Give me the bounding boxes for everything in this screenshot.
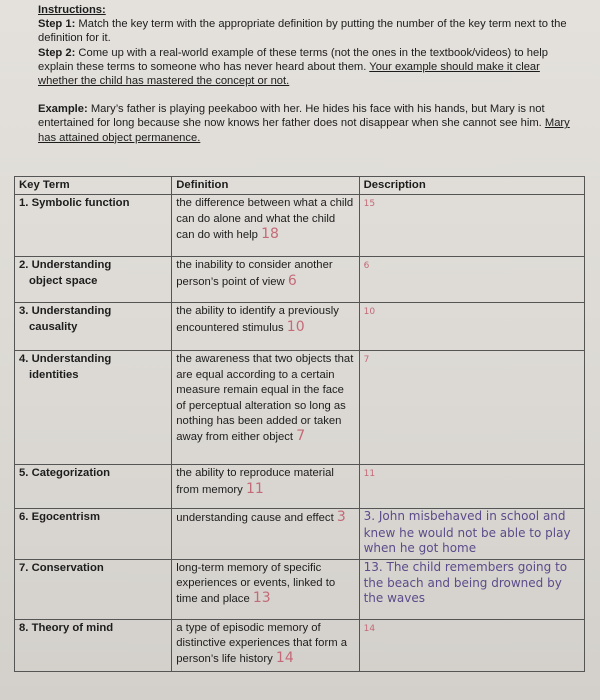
description-handwritten-number: 14	[363, 623, 376, 634]
term-number: 5.	[19, 467, 29, 480]
description-cell[interactable]	[359, 465, 584, 509]
definition-cell	[172, 351, 359, 465]
description-handwritten-text: 3. John misbehaved in school and knew he would not be able to play when he got home	[363, 509, 571, 556]
definition-cell	[172, 465, 359, 509]
definition-handwritten-number: 14	[275, 650, 294, 667]
header-key-term: Key Term	[15, 177, 172, 195]
header-definition: Definition	[172, 177, 359, 195]
term-name: Egocentrism	[31, 511, 100, 524]
step2-paragraph	[38, 46, 578, 89]
definition-handwritten-number: 13	[252, 590, 271, 607]
definition-handwritten-number: 11	[245, 480, 264, 497]
term-number: 1.	[19, 197, 29, 210]
term-name: Understanding	[31, 259, 112, 272]
term-number: 4.	[19, 353, 29, 366]
definition-text: the inability to consider another person’s point of view	[176, 259, 333, 288]
term-name: Conservation	[31, 561, 104, 574]
definition-cell	[172, 195, 359, 257]
instructions-block	[38, 3, 578, 145]
step2-underline: Your example should make it clear whether the child has mastered the concept or not.	[38, 60, 540, 88]
definition-cell	[172, 303, 359, 351]
description-cell[interactable]	[359, 559, 584, 619]
instructions-heading: Instructions:	[38, 4, 106, 16]
term-number: 8.	[19, 621, 29, 634]
example-label: Example:	[38, 103, 88, 116]
description-cell[interactable]	[359, 195, 584, 257]
key-term-cell	[15, 195, 172, 257]
table-row	[15, 257, 585, 303]
term-number: 3.	[19, 305, 29, 318]
description-handwritten-number: 11	[363, 469, 376, 480]
definition-text: the ability to identify a previously encountered stimulus	[176, 305, 339, 334]
key-term-cell	[15, 619, 172, 671]
term-number: 2.	[19, 259, 29, 272]
table-row	[15, 559, 585, 619]
example-paragraph	[38, 102, 578, 145]
term-name-line2: object space	[29, 274, 98, 287]
description-handwritten-text: 13. The child remembers going to the beach and being drowned by the waves	[363, 559, 568, 606]
definition-cell	[172, 619, 359, 671]
table-row	[15, 303, 585, 351]
term-name: Understanding	[31, 305, 112, 318]
description-cell[interactable]	[359, 351, 584, 465]
key-term-cell	[15, 465, 172, 509]
header-description: Description	[359, 177, 584, 195]
table-row	[15, 195, 585, 257]
term-name: Symbolic function	[31, 197, 130, 210]
definition-text: a type of episodic memory of distinctive experiences that form a person’s life history	[176, 621, 348, 666]
table-header-row	[15, 177, 585, 195]
table-row	[15, 465, 585, 509]
definition-cell	[172, 559, 359, 619]
description-cell[interactable]	[359, 509, 584, 559]
description-handwritten-number: 10	[363, 307, 376, 318]
step2-text: Come up with a real-world example of these terms (not the ones in the textbook/videos) to help explain these terms to someone who has never heard about them.	[38, 46, 548, 73]
description-cell[interactable]	[359, 303, 584, 351]
key-term-cell	[15, 559, 172, 619]
term-name-line2: identities	[29, 368, 79, 381]
terms-table	[14, 176, 585, 672]
description-cell[interactable]	[359, 257, 584, 303]
definition-cell	[172, 257, 359, 303]
definition-text: the difference between what a child can do alone and what the child can do with help	[176, 197, 354, 242]
description-handwritten-number: 6	[363, 261, 370, 272]
step1-text: Match the key term with the appropriate definition by putting the number of the key term next to the definition for it.	[38, 18, 567, 45]
example-text: Mary’s father is playing peekaboo with her. He hides his face with his hands, but Mary is not entertained for long because she now knows her father does not disappear when she cannot see him.	[38, 103, 545, 130]
table-row	[15, 351, 585, 465]
key-term-cell	[15, 509, 172, 559]
term-name: Theory of mind	[31, 621, 114, 634]
key-term-cell	[15, 351, 172, 465]
definition-handwritten-number: 3	[336, 509, 346, 526]
definition-handwritten-number: 18	[261, 226, 279, 243]
example-underline: Mary has attained object permanence.	[38, 117, 570, 144]
term-name: Understanding	[31, 353, 112, 366]
term-number: 7.	[19, 561, 29, 574]
definition-handwritten-number: 6	[287, 272, 297, 289]
key-term-cell	[15, 303, 172, 351]
step1-label: Step 1:	[38, 18, 76, 31]
description-handwritten-number: 15	[363, 199, 376, 210]
description-cell[interactable]	[359, 619, 584, 671]
key-term-cell	[15, 257, 172, 303]
definition-handwritten-number: 7	[296, 428, 306, 445]
definition-text: long-term memory of specific experiences or events, linked to time and place	[176, 561, 336, 606]
definition-text: the awareness that two objects that are equal according to a certain measure remain equal in the face of perceptual alteration so long as nothing has been added or taken away from either object	[176, 353, 354, 444]
term-name-line2: causality	[29, 320, 78, 333]
term-number: 6.	[19, 511, 29, 524]
definition-text: understanding cause and effect	[176, 512, 334, 525]
table-row	[15, 619, 585, 671]
definition-cell	[172, 509, 359, 559]
step1-paragraph	[38, 17, 578, 45]
step2-label: Step 2:	[38, 46, 76, 59]
definition-text: the ability to reproduce material from memory	[176, 467, 334, 496]
definition-handwritten-number: 10	[286, 318, 305, 335]
table-row	[15, 509, 585, 559]
term-name: Categorization	[31, 467, 111, 480]
description-handwritten-number: 7	[363, 355, 370, 366]
